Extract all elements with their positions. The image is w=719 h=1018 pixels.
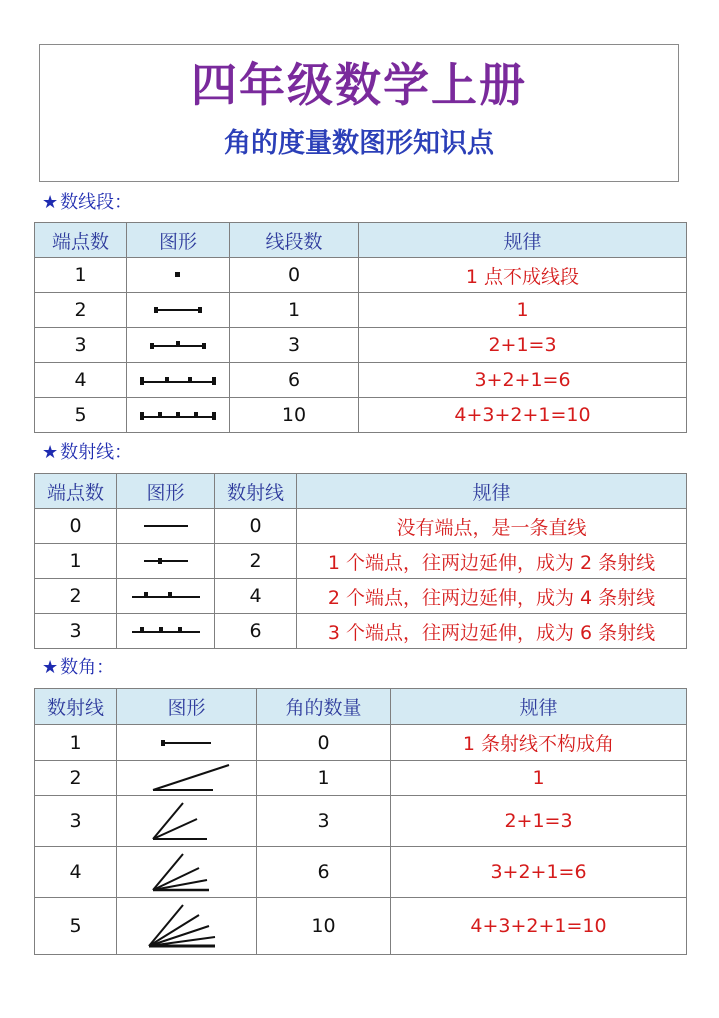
segment-figure-4 bbox=[138, 373, 218, 387]
rule-text: 2+1=3 bbox=[359, 328, 687, 363]
table-header-row bbox=[35, 223, 687, 258]
table-row bbox=[35, 293, 687, 328]
column-header: 图形 bbox=[117, 689, 257, 725]
column-header: 端点数 bbox=[35, 474, 117, 509]
table-row bbox=[35, 544, 687, 579]
star-icon: ★ bbox=[42, 192, 59, 213]
rule-text: 3+2+1=6 bbox=[391, 847, 687, 898]
figure-cell bbox=[127, 258, 230, 293]
segment-figure-5 bbox=[138, 408, 218, 422]
endpoint-count: 5 bbox=[35, 398, 127, 433]
column-header: 规律 bbox=[359, 223, 687, 258]
column-header: 线段数 bbox=[230, 223, 359, 258]
endpoint-count: 0 bbox=[35, 509, 117, 544]
column-header: 数射线 bbox=[215, 474, 297, 509]
segment-count: 6 bbox=[230, 363, 359, 398]
ray-figure-2 bbox=[128, 589, 204, 603]
angle-figure-3 bbox=[137, 799, 237, 843]
figure-cell bbox=[117, 898, 257, 955]
figure-cell bbox=[117, 579, 215, 614]
segment-count: 0 bbox=[230, 258, 359, 293]
angle-figure-5 bbox=[137, 901, 237, 951]
table-header-row bbox=[35, 689, 687, 725]
ray-count: 5 bbox=[35, 898, 117, 955]
single-ray-figure bbox=[157, 736, 217, 750]
ray-count: 0 bbox=[215, 509, 297, 544]
column-header: 端点数 bbox=[35, 223, 127, 258]
table-row bbox=[35, 579, 687, 614]
page-subtitle: 角的度量数图形知识点 bbox=[224, 128, 494, 159]
title-box bbox=[39, 44, 679, 182]
rule-text: 2 个端点，往两边延伸，成为 4 条射线 bbox=[297, 579, 687, 614]
table-row bbox=[35, 725, 687, 761]
ray-table bbox=[34, 473, 687, 649]
section-heading-rays bbox=[42, 442, 132, 464]
segment-count: 3 bbox=[230, 328, 359, 363]
figure-cell bbox=[117, 544, 215, 579]
endpoint-count: 2 bbox=[35, 293, 127, 328]
ray-figure-3 bbox=[128, 624, 204, 638]
angle-count: 0 bbox=[257, 725, 391, 761]
ray-count: 3 bbox=[35, 796, 117, 847]
section-heading-angles bbox=[42, 657, 114, 679]
endpoint-count: 3 bbox=[35, 614, 117, 649]
segment-count: 10 bbox=[230, 398, 359, 433]
point-figure bbox=[148, 268, 208, 282]
rule-text: 3+2+1=6 bbox=[359, 363, 687, 398]
table-row bbox=[35, 328, 687, 363]
figure-cell bbox=[117, 847, 257, 898]
angle-count: 6 bbox=[257, 847, 391, 898]
table-row bbox=[35, 509, 687, 544]
figure-cell bbox=[117, 614, 215, 649]
star-icon: ★ bbox=[42, 442, 59, 463]
segment-figure-2 bbox=[148, 303, 208, 317]
angle-count: 3 bbox=[257, 796, 391, 847]
column-header: 规律 bbox=[391, 689, 687, 725]
figure-cell bbox=[127, 293, 230, 328]
table-row bbox=[35, 796, 687, 847]
page-title: 四年级数学上册 bbox=[191, 58, 527, 112]
column-header: 规律 bbox=[297, 474, 687, 509]
ray-count: 1 bbox=[35, 725, 117, 761]
ray-count: 6 bbox=[215, 614, 297, 649]
table-row bbox=[35, 614, 687, 649]
endpoint-count: 1 bbox=[35, 544, 117, 579]
angle-figure-4 bbox=[137, 850, 237, 894]
endpoint-count: 4 bbox=[35, 363, 127, 398]
endpoint-count: 1 bbox=[35, 258, 127, 293]
rule-text: 3 个端点，往两边延伸，成为 6 条射线 bbox=[297, 614, 687, 649]
table-header-row bbox=[35, 474, 687, 509]
table-row bbox=[35, 761, 687, 796]
section-heading-label: 数射线： bbox=[60, 442, 133, 463]
endpoint-count: 2 bbox=[35, 579, 117, 614]
ray-count: 2 bbox=[35, 761, 117, 796]
angle-figure-2 bbox=[137, 762, 237, 794]
rule-text: 1 bbox=[359, 293, 687, 328]
rule-text: 1 bbox=[391, 761, 687, 796]
table-row bbox=[35, 898, 687, 955]
ray-count: 4 bbox=[35, 847, 117, 898]
rule-text: 2+1=3 bbox=[391, 796, 687, 847]
column-header: 数射线 bbox=[35, 689, 117, 725]
segment-table bbox=[34, 222, 687, 433]
line-figure bbox=[136, 519, 196, 533]
ray-figure-1 bbox=[136, 554, 196, 568]
angle-count: 10 bbox=[257, 898, 391, 955]
angle-table bbox=[34, 688, 687, 955]
rule-text: 4+3+2+1=10 bbox=[359, 398, 687, 433]
column-header: 图形 bbox=[127, 223, 230, 258]
table-row bbox=[35, 398, 687, 433]
figure-cell bbox=[117, 761, 257, 796]
segment-count: 1 bbox=[230, 293, 359, 328]
column-header: 角的数量 bbox=[257, 689, 391, 725]
figure-cell bbox=[127, 363, 230, 398]
endpoint-count: 3 bbox=[35, 328, 127, 363]
figure-cell bbox=[117, 509, 215, 544]
angle-count: 1 bbox=[257, 761, 391, 796]
rule-text: 没有端点，是一条直线 bbox=[297, 509, 687, 544]
figure-cell bbox=[117, 725, 257, 761]
table-row bbox=[35, 363, 687, 398]
rule-text: 1 条射线不构成角 bbox=[391, 725, 687, 761]
section-heading-label: 数角： bbox=[60, 657, 115, 678]
rule-text: 4+3+2+1=10 bbox=[391, 898, 687, 955]
section-heading-label: 数线段： bbox=[60, 192, 133, 213]
ray-count: 4 bbox=[215, 579, 297, 614]
section-heading-segments bbox=[42, 192, 132, 214]
rule-text: 1 个端点，往两边延伸，成为 2 条射线 bbox=[297, 544, 687, 579]
rule-text: 1 点不成线段 bbox=[359, 258, 687, 293]
figure-cell bbox=[127, 398, 230, 433]
table-row bbox=[35, 847, 687, 898]
ray-count: 2 bbox=[215, 544, 297, 579]
figure-cell bbox=[117, 796, 257, 847]
segment-figure-3 bbox=[146, 338, 210, 352]
column-header: 图形 bbox=[117, 474, 215, 509]
figure-cell bbox=[127, 328, 230, 363]
table-row bbox=[35, 258, 687, 293]
star-icon: ★ bbox=[42, 657, 59, 678]
